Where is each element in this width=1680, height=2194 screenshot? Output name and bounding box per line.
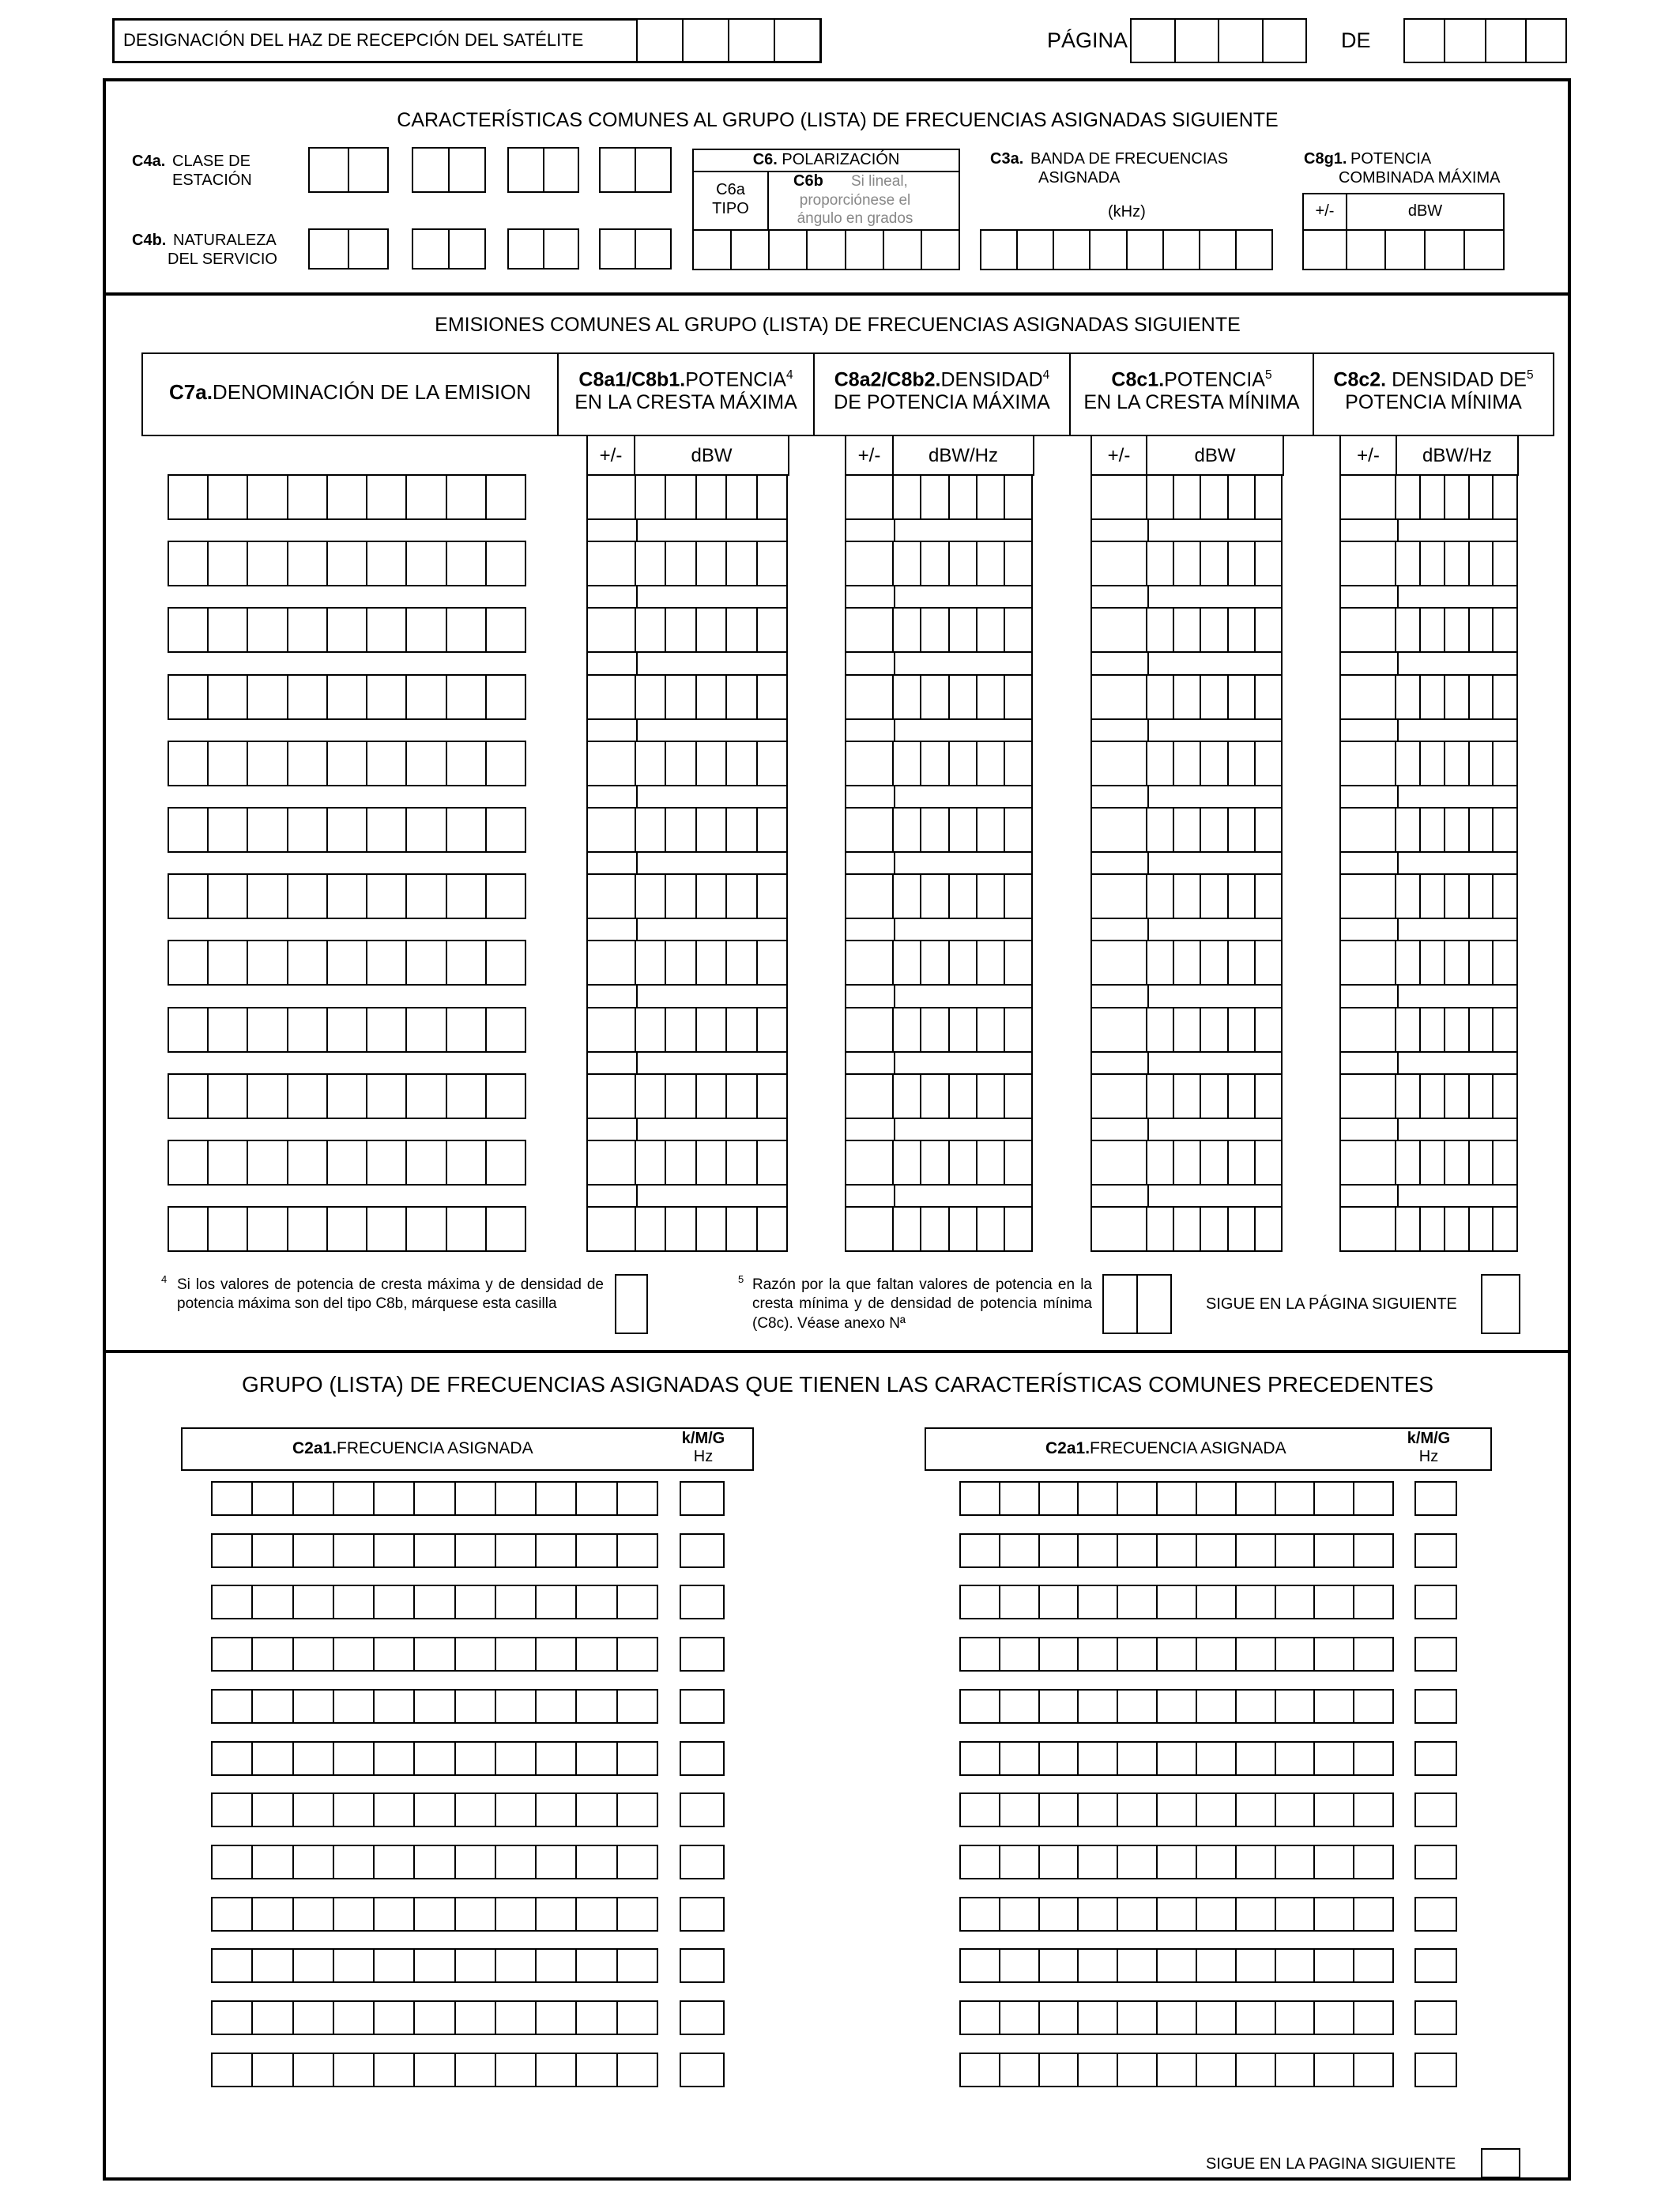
left-freq-unit-1: k/M/G	[681, 1430, 725, 1447]
row-spacer	[1090, 651, 1283, 676]
section3-continue-checkbox[interactable]	[1481, 2148, 1520, 2178]
col-header-emission-text: C7a.DENOMINACIÓN DE LA EMISION	[169, 380, 531, 404]
left-unit-input[interactable]	[680, 1533, 725, 1568]
peak-max-input[interactable]	[586, 1140, 788, 1186]
col-header-peak-min-text: C8c1.POTENCIA$^5$ EN LA CRESTA MÍNIMA	[1083, 368, 1300, 414]
peak-min-input[interactable]	[1090, 1073, 1283, 1119]
peak-min-input[interactable]	[1090, 1206, 1283, 1252]
density-min-input[interactable]	[1339, 940, 1518, 986]
section3-continue-label: SIGUE EN LA PAGINA SIGUIENTE	[1206, 2155, 1456, 2173]
peak-min-input[interactable]	[1090, 474, 1283, 520]
col-header-density-min-text: C8c2. DENSIDAD $DE^5$ POTENCIA MÍNIMA	[1333, 368, 1534, 414]
density-min-input[interactable]	[1339, 474, 1518, 520]
footnote-5-text: Razón por la que faltan valores de potencia en la cresta mínima y de densidad de potencia mínima (C8c). Véase anexo Nª	[752, 1276, 1092, 1332]
section2-continue-checkbox[interactable]	[1481, 1274, 1520, 1334]
row-spacer	[1090, 851, 1283, 875]
c4a-box-3[interactable]	[507, 147, 579, 193]
footnote-4-number: 4	[161, 1273, 168, 1285]
peak-max-input[interactable]	[586, 474, 788, 520]
row-spacer	[1339, 851, 1518, 875]
row-spacer	[586, 785, 788, 809]
left-unit-input[interactable]	[680, 1845, 725, 1879]
density-min-input[interactable]	[1339, 1073, 1518, 1119]
density-max-input[interactable]	[845, 873, 1033, 919]
c6b-hint-3: ángulo en grados	[797, 210, 913, 227]
peak-max-input[interactable]	[586, 741, 788, 786]
c4a-label-1: CLASE DE	[172, 153, 250, 170]
row-spacer	[845, 984, 1033, 1008]
peak-min-input[interactable]	[1090, 1007, 1283, 1053]
row-spacer	[586, 1051, 788, 1075]
c4b-label-1: NATURALEZA	[173, 232, 277, 249]
emission-designation-input[interactable]	[168, 1140, 526, 1186]
c4b-box-1[interactable]	[308, 228, 389, 270]
right-frequency-input[interactable]	[959, 2053, 1394, 2087]
c6a-label: TIPO	[712, 200, 749, 217]
right-unit-input[interactable]	[1414, 1897, 1457, 1932]
density-max-input[interactable]	[845, 741, 1033, 786]
row-spacer	[586, 585, 788, 609]
c6b-code: C6b	[793, 172, 823, 190]
footnote-4-text: Si los valores de potencia de cresta máxima y de densidad de potencia máxima son del tipo C8b, márquese esta casilla	[177, 1276, 604, 1313]
peak-min-sign: +/-	[1107, 445, 1131, 466]
density-max-input[interactable]	[845, 1140, 1033, 1186]
c3a-input[interactable]	[980, 229, 1273, 270]
c4a-code: C4a.	[132, 153, 166, 170]
row-spacer	[586, 518, 788, 542]
density-min-sign: +/-	[1357, 445, 1380, 466]
right-unit-input[interactable]	[1414, 1741, 1457, 1776]
section-divider-1	[104, 292, 1571, 296]
row-spacer	[1090, 518, 1283, 542]
left-freq-header-label: C2a1.FRECUENCIA ASIGNADA	[292, 1439, 533, 1457]
right-unit-input[interactable]	[1414, 1585, 1457, 1619]
c3a-code: C3a.	[990, 150, 1024, 168]
c3a-label-2: ASIGNADA	[1038, 169, 1121, 187]
row-spacer	[845, 785, 1033, 809]
peak-max-input[interactable]	[586, 541, 788, 586]
c6b-hint-1: Si lineal,	[851, 173, 908, 190]
of-label: DE	[1341, 28, 1371, 52]
beam-designation-label: DESIGNACIÓN DEL HAZ DE RECEPCIÓN DEL SATÉLITE	[123, 30, 584, 50]
right-unit-input[interactable]	[1414, 1637, 1457, 1672]
density-max-sign: +/-	[857, 445, 881, 466]
emission-designation-input[interactable]	[168, 541, 526, 586]
left-frequency-input[interactable]	[211, 1897, 658, 1932]
col-header-peak-max-text: C8a1/C8b1.POTENCIA$^4$ EN LA CRESTA MÁXIMA	[574, 368, 797, 414]
row-spacer	[1339, 785, 1518, 809]
density-min-input[interactable]	[1339, 607, 1518, 653]
section1-title: CARACTERÍSTICAS COMUNES AL GRUPO (LISTA) DE FRECUENCIAS ASIGNADAS SIGUIENTE	[397, 109, 1279, 131]
row-spacer	[586, 1184, 788, 1208]
density-max-input[interactable]	[845, 1007, 1033, 1053]
c4a-label-2: ESTACIÓN	[172, 172, 252, 189]
row-spacer	[586, 984, 788, 1008]
row-spacer	[845, 851, 1033, 875]
left-frequency-input[interactable]	[211, 1637, 658, 1672]
right-frequency-input[interactable]	[959, 1689, 1394, 1724]
left-unit-input[interactable]	[680, 1481, 725, 1516]
right-frequency-input[interactable]	[959, 1481, 1394, 1516]
peak-max-input[interactable]	[586, 807, 788, 853]
c4a-box-1[interactable]	[308, 147, 389, 193]
row-spacer	[1090, 1184, 1283, 1208]
row-spacer	[845, 518, 1033, 542]
density-max-unit: dBW/Hz	[928, 445, 998, 466]
left-unit-input[interactable]	[680, 1793, 725, 1827]
peak-max-input[interactable]	[586, 873, 788, 919]
emission-designation-input[interactable]	[168, 807, 526, 853]
c3a-unit: (kHz)	[1108, 203, 1146, 221]
c4b-label-2: DEL SERVICIO	[168, 251, 277, 268]
left-unit-input[interactable]	[680, 2053, 725, 2087]
c6b-hint-2: proporciónese el	[799, 192, 911, 209]
peak-min-input[interactable]	[1090, 940, 1283, 986]
right-freq-header-label: C2a1.FRECUENCIA ASIGNADA	[1045, 1439, 1286, 1457]
row-spacer	[586, 918, 788, 941]
right-unit-input[interactable]	[1414, 1533, 1457, 1568]
right-frequency-input[interactable]	[959, 1637, 1394, 1672]
density-max-input[interactable]	[845, 1206, 1033, 1252]
row-spacer	[845, 1184, 1033, 1208]
peak-max-input[interactable]	[586, 1007, 788, 1053]
right-unit-input[interactable]	[1414, 2053, 1457, 2087]
density-max-input[interactable]	[845, 541, 1033, 586]
row-spacer	[1090, 1051, 1283, 1075]
left-frequency-input[interactable]	[211, 1585, 658, 1619]
c3a-label-1: BANDA DE FRECUENCIAS	[1030, 150, 1229, 168]
emission-designation-input[interactable]	[168, 940, 526, 986]
row-spacer	[1339, 1184, 1518, 1208]
section2-title: EMISIONES COMUNES AL GRUPO (LISTA) DE FRECUENCIAS ASIGNADAS SIGUIENTE	[435, 314, 1241, 336]
row-spacer	[845, 1051, 1033, 1075]
density-min-unit: dBW/Hz	[1422, 445, 1492, 466]
right-unit-input[interactable]	[1414, 1793, 1457, 1827]
row-spacer	[586, 1118, 788, 1141]
peak-min-input[interactable]	[1090, 541, 1283, 586]
c6-input[interactable]	[692, 229, 960, 270]
section-divider-2	[104, 1350, 1571, 1353]
left-frequency-input[interactable]	[211, 1533, 658, 1568]
section2-continue-label: SIGUE EN LA PÁGINA SIGUIENTE	[1206, 1295, 1457, 1313]
row-spacer	[845, 918, 1033, 941]
right-unit-input[interactable]	[1414, 1845, 1457, 1879]
left-frequency-input[interactable]	[211, 2053, 658, 2087]
row-spacer	[586, 718, 788, 742]
left-unit-input[interactable]	[680, 1897, 725, 1932]
density-max-input[interactable]	[845, 1073, 1033, 1119]
c6a-code: C6a	[716, 181, 745, 198]
right-frequency-input[interactable]	[959, 1533, 1394, 1568]
left-unit-input[interactable]	[680, 1585, 725, 1619]
peak-min-unit: dBW	[1194, 445, 1236, 466]
emission-designation-input[interactable]	[168, 873, 526, 919]
col-header-density-max-text: C8a2/C8b2.DENSIDAD$^4$ DE POTENCIA MÁXIMA	[834, 368, 1050, 414]
c8g1-label-1: POTENCIA	[1350, 150, 1432, 168]
peak-min-input[interactable]	[1090, 873, 1283, 919]
left-frequency-input[interactable]	[211, 1948, 658, 1983]
c8g1-unit: dBW	[1407, 202, 1443, 220]
emission-designation-input[interactable]	[168, 1073, 526, 1119]
left-unit-input[interactable]	[680, 1741, 725, 1776]
density-min-input[interactable]	[1339, 541, 1518, 586]
row-spacer	[1090, 1118, 1283, 1141]
row-spacer	[1339, 1051, 1518, 1075]
left-unit-input[interactable]	[680, 1689, 725, 1724]
right-unit-input[interactable]	[1414, 1481, 1457, 1516]
row-spacer	[845, 718, 1033, 742]
right-frequency-input[interactable]	[959, 1948, 1394, 1983]
right-unit-input[interactable]	[1414, 1689, 1457, 1724]
peak-max-input[interactable]	[586, 1073, 788, 1119]
emission-designation-input[interactable]	[168, 674, 526, 720]
peak-max-sign: +/-	[599, 445, 623, 466]
c4a-box-2[interactable]	[412, 147, 486, 193]
left-unit-input[interactable]	[680, 1637, 725, 1672]
row-spacer	[1090, 785, 1283, 809]
emission-designation-input[interactable]	[168, 607, 526, 653]
row-spacer	[1339, 1118, 1518, 1141]
right-frequency-input[interactable]	[959, 1585, 1394, 1619]
beam-designation-input[interactable]	[636, 18, 822, 63]
row-spacer	[586, 651, 788, 676]
footnote-5-number: 5	[738, 1273, 744, 1285]
row-spacer	[1339, 718, 1518, 742]
right-frequency-input[interactable]	[959, 1845, 1394, 1879]
c4b-box-2[interactable]	[412, 228, 486, 270]
c4b-box-4[interactable]	[599, 228, 672, 270]
left-frequency-input[interactable]	[211, 1689, 658, 1724]
right-freq-unit-1: k/M/G	[1407, 1430, 1451, 1447]
emission-designation-input[interactable]	[168, 474, 526, 520]
c4b-box-3[interactable]	[507, 228, 579, 270]
section3-title: GRUPO (LISTA) DE FRECUENCIAS ASIGNADAS QUE TIENEN LAS CARACTERÍSTICAS COMUNES PRECEDENTES	[241, 1372, 1434, 1397]
left-unit-input[interactable]	[680, 2000, 725, 2035]
emission-designation-input[interactable]	[168, 1206, 526, 1252]
density-min-input[interactable]	[1339, 741, 1518, 786]
c8g1-label-2: COMBINADA MÁXIMA	[1339, 169, 1501, 187]
left-frequency-input[interactable]	[211, 1481, 658, 1516]
c8g1-sign: +/-	[1315, 202, 1335, 220]
row-spacer	[1339, 918, 1518, 941]
row-spacer	[586, 851, 788, 875]
right-frequency-input[interactable]	[959, 1793, 1394, 1827]
peak-max-input[interactable]	[586, 1206, 788, 1252]
peak-min-input[interactable]	[1090, 607, 1283, 653]
right-frequency-input[interactable]	[959, 2000, 1394, 2035]
left-freq-unit-2: Hz	[693, 1448, 714, 1465]
right-frequency-input[interactable]	[959, 1741, 1394, 1776]
density-max-input[interactable]	[845, 474, 1033, 520]
peak-max-input[interactable]	[586, 940, 788, 986]
row-spacer	[1339, 585, 1518, 609]
left-frequency-input[interactable]	[211, 1845, 658, 1879]
emission-designation-input[interactable]	[168, 741, 526, 786]
row-spacer	[1090, 984, 1283, 1008]
page-label: PÁGINA	[1047, 28, 1128, 52]
row-spacer	[1339, 518, 1518, 542]
density-max-input[interactable]	[845, 674, 1033, 720]
density-max-input[interactable]	[845, 940, 1033, 986]
density-min-input[interactable]	[1339, 1007, 1518, 1053]
peak-max-unit: dBW	[691, 445, 733, 466]
right-frequency-input[interactable]	[959, 1897, 1394, 1932]
left-frequency-input[interactable]	[211, 1741, 658, 1776]
c4b-code: C4b.	[132, 232, 167, 249]
right-unit-input[interactable]	[1414, 1948, 1457, 1983]
c8g1-code: C8g1.	[1304, 150, 1347, 168]
page-total-input[interactable]	[1403, 18, 1567, 63]
row-spacer	[1090, 918, 1283, 941]
row-spacer	[845, 651, 1033, 676]
left-unit-input[interactable]	[680, 1948, 725, 1983]
density-max-input[interactable]	[845, 607, 1033, 653]
emission-designation-input[interactable]	[168, 1007, 526, 1053]
c4a-box-4[interactable]	[599, 147, 672, 193]
density-min-input[interactable]	[1339, 674, 1518, 720]
density-min-input[interactable]	[1339, 1206, 1518, 1252]
peak-max-input[interactable]	[586, 607, 788, 653]
peak-max-input[interactable]	[586, 674, 788, 720]
page-number-input[interactable]	[1130, 18, 1307, 63]
right-freq-unit-2: Hz	[1418, 1448, 1439, 1465]
footnote-4-checkbox[interactable]	[615, 1274, 648, 1334]
row-spacer	[1090, 718, 1283, 742]
peak-min-input[interactable]	[1090, 674, 1283, 720]
density-min-input[interactable]	[1339, 807, 1518, 853]
left-frequency-input[interactable]	[211, 2000, 658, 2035]
c8g1-input[interactable]	[1302, 229, 1505, 270]
c6-title: C6. POLARIZACIÓN	[752, 151, 900, 168]
row-spacer	[1339, 984, 1518, 1008]
density-min-input[interactable]	[1339, 873, 1518, 919]
row-spacer	[1339, 651, 1518, 676]
peak-min-input[interactable]	[1090, 807, 1283, 853]
left-frequency-input[interactable]	[211, 1793, 658, 1827]
footnote-5-annex-input[interactable]	[1102, 1274, 1172, 1334]
row-spacer	[845, 1118, 1033, 1141]
peak-min-input[interactable]	[1090, 741, 1283, 786]
peak-min-input[interactable]	[1090, 1140, 1283, 1186]
right-unit-input[interactable]	[1414, 2000, 1457, 2035]
row-spacer	[845, 585, 1033, 609]
density-min-input[interactable]	[1339, 1140, 1518, 1186]
density-max-input[interactable]	[845, 807, 1033, 853]
row-spacer	[1090, 585, 1283, 609]
